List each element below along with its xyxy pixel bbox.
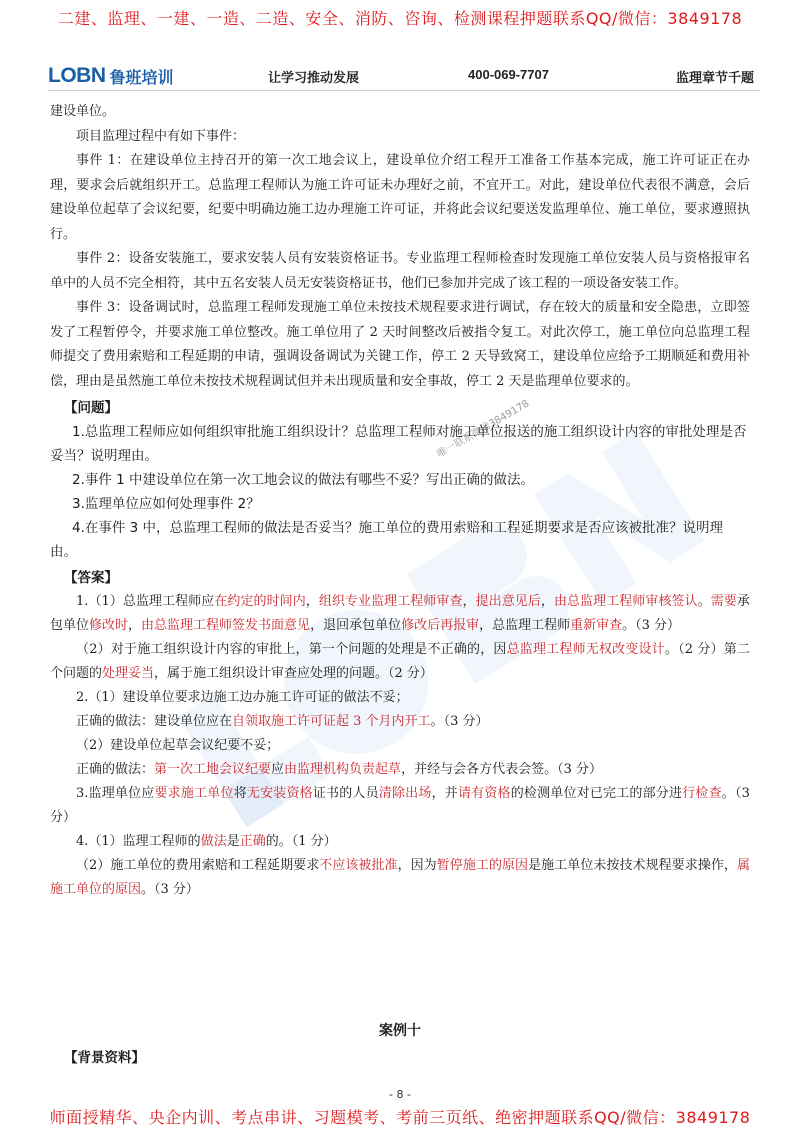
answer-text: 承包单位	[50, 594, 750, 633]
logo-latin-text: LOBN	[48, 64, 106, 87]
answers-heading: 【答案】	[64, 570, 118, 586]
answer-keyword: 处理妥当	[102, 666, 155, 681]
answer-text: 。（3 分）	[50, 786, 750, 825]
paragraph-event-1: 事件 1：在建设单位主持召开的第一次工地会议上，建设单位介绍工程开工准备工作基本完成，施工许可证正在办理，要求会后就组织开工。总监理工程师认为施工许可证未办理好之前，不宜开工。对此，建设单位代表很不满意，会后建设单位起草了会议纪要，纪要中明确边施工边办理施工许可证，并将此会议纪要送发监理单位、施工单位，要求遵照执行。	[50, 153, 750, 242]
brand-logo	[48, 64, 174, 88]
answer-4-part-2	[50, 854, 750, 902]
answer-keyword: 在约定的时间内	[214, 594, 306, 609]
watermark-contact-text: 唯一联系微信3849178	[435, 398, 532, 461]
answer-text: 正确的做法：	[76, 762, 155, 777]
answer-keyword: 组织专业监理工程师审查	[318, 594, 463, 609]
answer-text: 4.（1）监理工程师的	[76, 834, 201, 849]
answer-keyword: 由总监理工程师签发书面意见	[141, 618, 311, 633]
paragraph-event-2: 事件 2：设备安装施工，要求安装人员有安装资格证书。专业监理工程师检查时发现施工单位安装人员与资格报审名单中的人员不完全相符，其中五名安装人员无安装资格证书，他们已参加并完成了该工程的一项设备安装工作。	[50, 251, 750, 291]
answer-keyword: 自领取施工许可证起 3 个月内开工	[232, 714, 431, 729]
header-section-title: 监理章节千题	[675, 71, 754, 86]
answer-keyword: 由监理机构负责起草	[284, 762, 402, 777]
answer-1-part-1	[50, 590, 750, 638]
answer-keyword: 无安装资格	[246, 786, 313, 801]
background-heading: 【背景资料】	[64, 1050, 145, 1066]
answer-keyword: 行检查	[682, 786, 722, 801]
answer-keyword: 不应该被批准	[319, 858, 398, 873]
page-number: - 8 -	[389, 1088, 411, 1101]
logo-chinese-text: 鲁班培训	[109, 67, 174, 87]
answer-text: ，退回承包单位	[310, 618, 402, 633]
question-4: 4.在事件 3 中，总监理工程师的做法是否妥当？施工单位的费用索赔和工程延期要求是否应该被批准？说明理由。	[50, 520, 724, 560]
answer-text: 应	[271, 762, 285, 777]
answer-keyword: 清除出场	[378, 786, 432, 801]
question-2: 2.事件 1 中建设单位在第一次工地会议的做法有哪些不妥？写出正确的做法。	[72, 472, 535, 488]
paragraph-events-intro: 项目监理过程中有如下事件：	[76, 128, 246, 144]
header-slogan: 让学习推动发展	[268, 71, 360, 86]
answer-text: （2）施工单位的费用索赔和工程延期要求	[76, 858, 320, 873]
answer-keyword: 第一次工地会议纪要	[154, 762, 272, 777]
answer-text: 第二个问题的	[50, 642, 750, 681]
answer-text: 。（3 分）	[141, 882, 199, 897]
answer-keyword: 重新审查	[570, 618, 623, 633]
answer-keyword: 要求施工单位	[154, 786, 234, 801]
answer-keyword: 提出意见后	[475, 594, 541, 609]
answer-3	[50, 782, 750, 830]
answer-text: 。（2 分）	[664, 642, 724, 657]
case-title: 案例十	[379, 1023, 421, 1039]
answer-text: 。（3 分）	[622, 618, 681, 633]
answer-text: ，因为	[397, 858, 437, 873]
main-content	[50, 100, 750, 902]
answer-2-correction-2	[50, 758, 750, 782]
answer-text: 。（3 分）	[430, 714, 489, 729]
answer-text: 的检测单位对已完工的部分进	[510, 786, 683, 801]
answer-keyword: 由总监理工程师审核签认	[553, 594, 698, 609]
header-phone: 400-069-7707	[468, 67, 549, 82]
answer-text: ，总监理工程师	[479, 618, 571, 633]
paragraph-intro-tail: 建设单位。	[50, 104, 116, 119]
answer-text: 。	[697, 594, 711, 609]
answer-2-part-2: （2）建设单位起草会议纪要不妥；	[76, 738, 280, 753]
answer-text: 3.监理单位应	[76, 786, 155, 801]
questions-heading: 【问题】	[64, 400, 118, 416]
answer-keyword: 修改时	[89, 618, 129, 633]
page-header	[48, 64, 760, 91]
answer-keyword: 暂停施工的原因	[436, 858, 529, 873]
answer-text: 1.（1）总监理工程师应	[76, 594, 215, 609]
answer-keyword: 需要	[710, 594, 737, 609]
answer-text: ，	[128, 618, 142, 633]
answer-text: 将	[233, 786, 247, 801]
answer-text: ，并经与会各方代表会签。（3 分）	[401, 762, 602, 777]
question-3: 3.监理单位应如何处理事件 2？	[72, 496, 260, 512]
answer-keyword: 总监理工程师无权改变设计	[506, 642, 665, 657]
answer-keyword: 请有资格	[457, 786, 511, 801]
answer-keyword: 正确	[239, 834, 266, 849]
answer-text: 是	[226, 834, 240, 849]
answer-keyword: 做法	[200, 834, 227, 849]
answer-keyword: 修改后再报审	[401, 618, 480, 633]
answer-2-part-1: 2.（1）建设单位要求边施工边办施工许可证的做法不妥；	[76, 690, 409, 705]
promo-banner-top: 二建、监理、一建、一造、二造、安全、消防、咨询、检测课程押题联系QQ/微信：3849178	[57, 9, 743, 28]
answer-1-part-2	[50, 638, 750, 686]
answer-keyword: 属施工单位的原因	[50, 858, 750, 897]
answer-text: 的。（1 分）	[265, 834, 337, 849]
answer-text: 证书的人员	[312, 786, 379, 801]
answer-text: ，	[540, 594, 554, 609]
answer-text: 是施工单位未按技术规程要求操作，	[528, 858, 737, 873]
answer-text: （2）对于施工组织设计内容的审批上，第一个问题的处理是不正确的，因	[76, 642, 507, 657]
question-1: 1.总监理工程师应如何组织审批施工组织设计？总监理工程师对施工单位报送的施工组织设计内容的审批处理是否妥当？说明理由。	[50, 424, 747, 464]
answer-text: ，	[305, 594, 319, 609]
answer-text: 正确的做法：建设单位应在	[76, 714, 233, 729]
answer-text: ，并	[431, 786, 458, 801]
answer-2-correction-1	[50, 710, 750, 734]
answer-text: ，属于施工组织设计审查应处理的问题。（2 分）	[154, 666, 433, 681]
answer-4-part-1	[50, 830, 750, 854]
promo-banner-bottom: 师面授精华、央企内训、考点串讲、习题模考、考前三页纸、绝密押题联系QQ/微信：3849178	[49, 1108, 751, 1127]
answer-text: ，	[462, 594, 476, 609]
paragraph-event-3: 事件 3：设备调试时，总监理工程师发现施工单位未按技术规程要求进行调试，存在较大的质量和安全隐患，立即签发了工程暂停令，并要求施工单位整改。施工单位用了 2 天时间整改后被指令复工。对此次停工，施工单位向总监理工程师提交了费用索赔和工程延期的申请，强调设备调试为关键工作，停工 2 天导致窝工，建设单位应给予工期顺延和费用补偿，理由是虽然施工单位未按技术规程调试但并未出现质量和安全事故，停工 2 天是监理单位要求的。	[50, 300, 750, 389]
